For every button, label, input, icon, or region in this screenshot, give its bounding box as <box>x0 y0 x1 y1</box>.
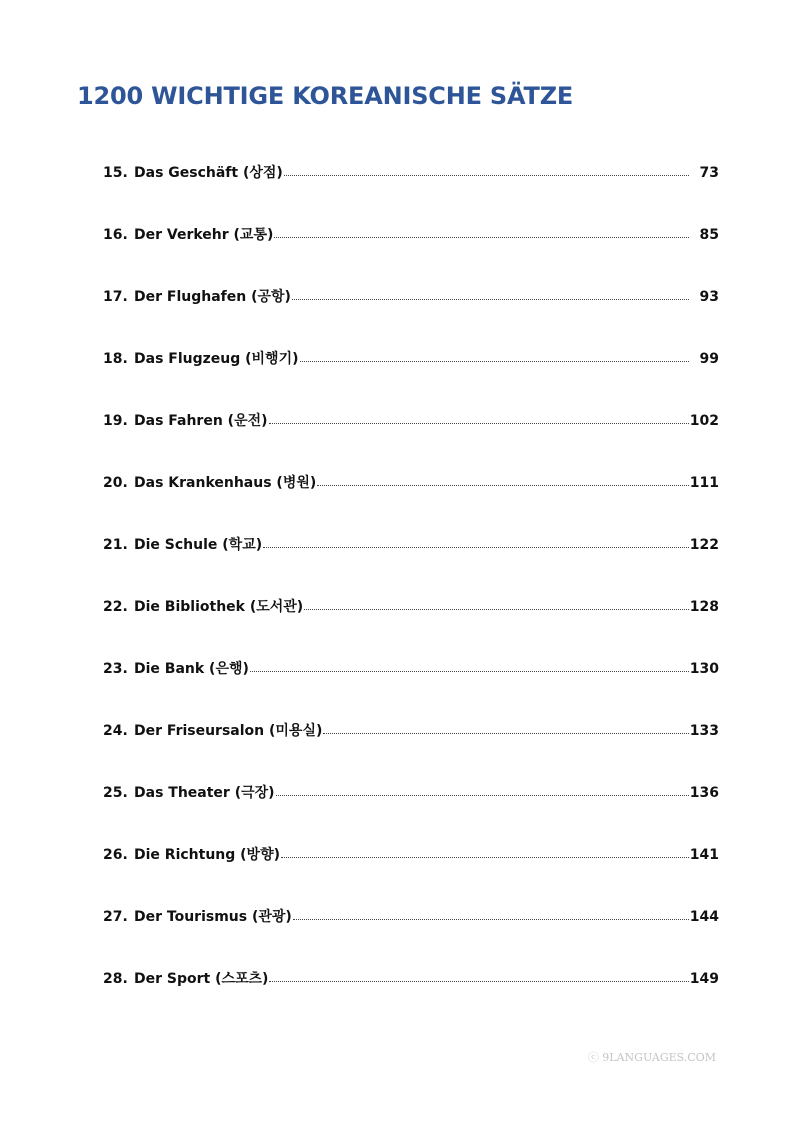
toc-entry-page: 133 <box>689 723 719 739</box>
dot-leader <box>300 361 689 362</box>
dot-leader <box>274 237 688 238</box>
toc-entry-page: 128 <box>689 599 719 615</box>
toc-entry[interactable] <box>103 596 719 658</box>
toc-entry-page: 99 <box>699 351 719 367</box>
toc-entry[interactable] <box>103 658 719 720</box>
toc-entry-number: 20. <box>103 475 128 491</box>
toc-entry-title: Die Richtung (방향) <box>134 847 281 863</box>
toc-entry-number: 17. <box>103 289 128 305</box>
toc-entry-page: 141 <box>689 847 719 863</box>
copyright-watermark: ⓒ 9LANGUAGES.COM <box>587 1051 716 1064</box>
toc-entry-number: 25. <box>103 785 128 801</box>
dot-leader <box>292 299 689 300</box>
toc-entry-number: 28. <box>103 971 128 987</box>
toc-entry-number: 26. <box>103 847 128 863</box>
toc-entry-title: Die Bibliothek (도서관) <box>134 599 304 615</box>
toc-entry[interactable] <box>103 534 719 596</box>
dot-leader <box>250 671 689 672</box>
dot-leader <box>269 423 689 424</box>
toc-entry-title: Der Flughafen (공항) <box>134 289 291 305</box>
toc-entry-number: 27. <box>103 909 128 925</box>
toc-entry[interactable] <box>103 968 719 1030</box>
toc-entry[interactable] <box>103 472 719 534</box>
toc-entry-number: 22. <box>103 599 128 615</box>
toc-entry[interactable] <box>103 286 719 348</box>
toc-entry[interactable] <box>103 224 719 286</box>
toc-entry[interactable] <box>103 162 719 224</box>
toc-entry-page: 122 <box>689 537 719 553</box>
toc-entry-number: 16. <box>103 227 128 243</box>
toc-entry-page: 111 <box>689 475 719 491</box>
dot-leader <box>263 547 689 548</box>
toc-entry-page: 73 <box>699 165 719 181</box>
dot-leader <box>276 795 689 796</box>
document-title: 1200 WICHTIGE KOREANISCHE SÄTZE <box>77 82 574 110</box>
toc-entry-page: 144 <box>689 909 719 925</box>
toc-entry-title: Der Tourismus (관광) <box>134 909 292 925</box>
dot-leader <box>323 733 688 734</box>
toc-entry[interactable] <box>103 720 719 782</box>
toc-entry-number: 18. <box>103 351 128 367</box>
toc-entry-title: Das Geschäft (상점) <box>134 165 283 181</box>
toc-entry-title: Die Schule (학교) <box>134 537 263 553</box>
toc-entry-title: Der Verkehr (교통) <box>134 227 274 243</box>
toc-entry-title: Der Sport (스포츠) <box>134 971 269 987</box>
dot-leader <box>284 175 689 176</box>
toc-entry-title: Das Fahren (운전) <box>134 413 268 429</box>
toc-entry-number: 15. <box>103 165 128 181</box>
toc-entry-number: 21. <box>103 537 128 553</box>
toc-entry[interactable] <box>103 348 719 410</box>
toc-entry-page: 130 <box>689 661 719 677</box>
toc-entry-page: 136 <box>689 785 719 801</box>
toc-entry-title: Das Theater (극장) <box>134 785 275 801</box>
toc-entry-number: 24. <box>103 723 128 739</box>
toc-entry-title: Das Flugzeug (비행기) <box>134 351 299 367</box>
table-of-contents <box>103 162 719 1030</box>
toc-entry-page: 85 <box>699 227 719 243</box>
dot-leader <box>281 857 689 858</box>
dot-leader <box>304 609 689 610</box>
toc-entry-page: 102 <box>689 413 719 429</box>
toc-entry[interactable] <box>103 410 719 472</box>
toc-entry-page: 93 <box>699 289 719 305</box>
dot-leader <box>317 485 688 486</box>
toc-entry-number: 23. <box>103 661 128 677</box>
toc-entry-title: Die Bank (은행) <box>134 661 249 677</box>
toc-entry[interactable] <box>103 844 719 906</box>
toc-entry[interactable] <box>103 906 719 968</box>
toc-entry[interactable] <box>103 782 719 844</box>
toc-entry-title: Der Friseursalon (미용실) <box>134 723 323 739</box>
toc-entry-number: 19. <box>103 413 128 429</box>
dot-leader <box>293 919 689 920</box>
dot-leader <box>269 981 688 982</box>
toc-entry-title: Das Krankenhaus (병원) <box>134 475 317 491</box>
toc-entry-page: 149 <box>689 971 719 987</box>
